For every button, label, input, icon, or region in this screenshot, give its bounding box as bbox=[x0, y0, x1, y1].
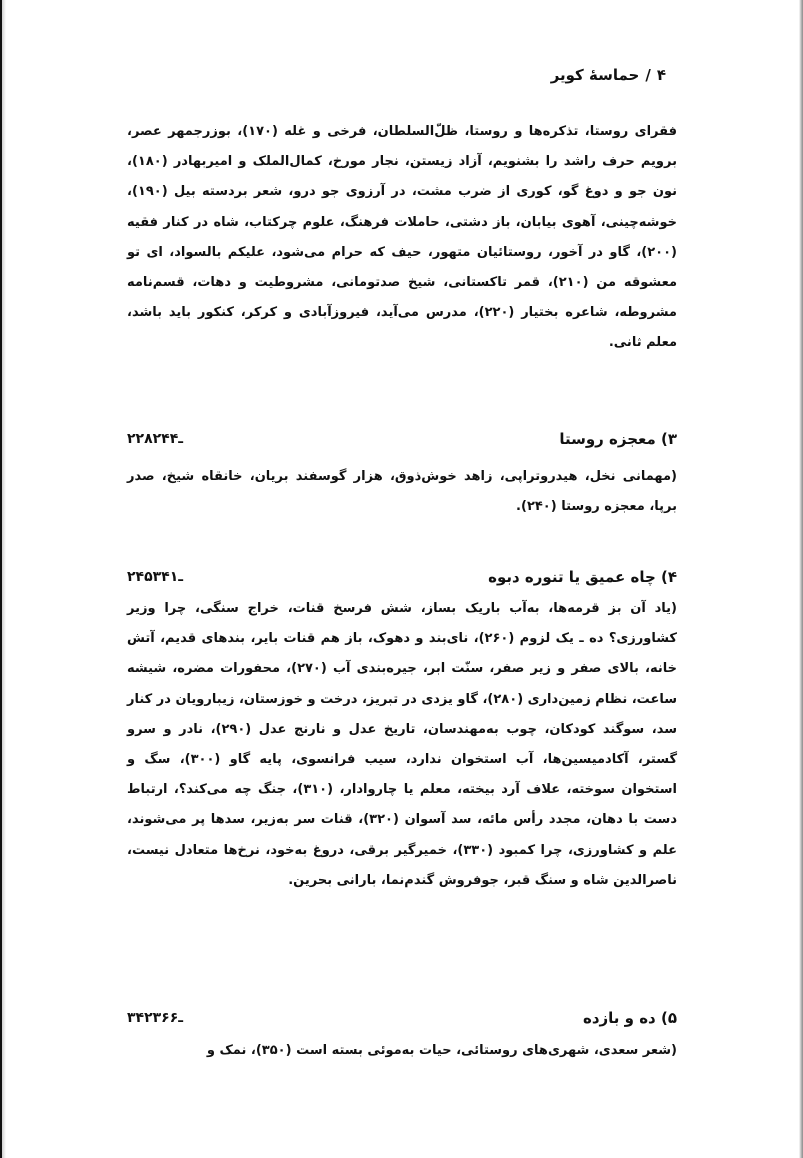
running-header bbox=[551, 60, 666, 90]
section-heading-4 bbox=[127, 562, 677, 592]
page-number: ۴ bbox=[656, 66, 666, 84]
section-heading-3 bbox=[127, 424, 677, 454]
page-right-edge bbox=[799, 0, 803, 1158]
section-body: (مهمانی نخل، هیدروتراپی، زاهد خوش‌ذوق، هزار گوسفند بریان، خانقاه شیخ، صدر برپا، معجزه روستا (۲۴۰). bbox=[127, 469, 677, 515]
section-page-range: ۲۲۸ـ۲۴۴ bbox=[127, 431, 184, 447]
section-page-range: ۳۴۲ـ۳۶۶ bbox=[127, 1010, 184, 1026]
page-left-edge bbox=[0, 0, 6, 1158]
book-title: حماسهٔ کویر bbox=[550, 66, 640, 84]
section-title: ۴) چاه عمیق یا تنوره دبوه bbox=[488, 568, 677, 586]
header-separator: / bbox=[645, 66, 651, 84]
section-body: (شعر سعدی، شهری‌های روستائی، حیات به‌موئی بسته است (۳۵۰)، نمک و bbox=[206, 1043, 677, 1058]
section-body: (یاد آن بز قرمه‌ها، به‌آب باریک بساز، شش فرسخ قنات، خراج سنگی، چرا وزیر کشاورزی؟ ده ـ یک لزوم (۲۶۰)، نای‌بند و دهوک، باز هم قنات بایر، بندهای قدیم، آتش خانه، بالای صفر و زیر صفر، سنّت ابر، جیره‌بندی آب (۲۷۰)، محفورات مضره، شیشه ساعت، نظام زمین‌داری (۲۸۰)، گاو یزدی در تبریز، درخت و خوزستان، زیبارویان در کنار سد، سوگند کودکان، چوب به‌مهندسان، تاریخ عدل و نارنج عدل (۲۹۰)، نادر و سرو گستر، آکادمیسین‌ها، آب استخوان ندارد، سیب فرانسوی، پایه گاو (۳۰۰)، سگ و استخوان سوخته، علاف آرد بیخته، معلم یا چاروادار، (۳۱۰)، جنگ چه می‌کند؟، ارتباط دست با دهان، مجدد رأس مائه، سد آسوان (۳۲۰)، قنات سر به‌زیر، سدها پر می‌شوند، علم و کشاورزی، چرا کمبود (۳۳۰)، خمیرگیر برقی، دروغ به‌خود، نرخ‌ها متعادل نیست، ناصرالدین شاه و سنگ قبر، جوفروش گندم‌نما، بارانی بحرین. bbox=[127, 601, 678, 888]
section-title: ۵) ده و بازده bbox=[582, 1009, 677, 1027]
intro-paragraph: فقرای روستا، تذکره‌ها و روستا، ظلّ‌السلطان، فرخی و غله (۱۷۰)، بوزرجمهر عصر، برویم حرف راشد را بشنویم، آزاد زیستن، نجار مورخ، کمال‌الملک و امیربهادر (۱۸۰)، نون جو و دوغ گو، کوری از ضرب مشت، در آرزوی جو درو، شعر بردسته بیل (۱۹۰)، خوشه‌چینی، آهوی بیابان، باز دشتی، حاملات فرهنگ، علوم چرکتاب، شاه در کنار فقیه (۲۰۰)، گاو در آخور، روستائیان متهور، حیف که حرام می‌شود، علیکم بالسواد، ای تو معشوقه من (۲۱۰)، قمر تاکستانی، شیخ صدتومانی، مشروطیت و دهات، قسم‌نامه مشروطه، شاعره بختیار (۲۲۰)، مدرس می‌آید، فیروزآبادی و کرکر، کنکور باید باشد، معلم ثانی. bbox=[127, 124, 677, 351]
section-page-range: ۲۴۵ـ۳۴۱ bbox=[127, 569, 184, 585]
section-title: ۳) معجزه روستا bbox=[559, 430, 677, 448]
section-heading-5 bbox=[127, 1003, 677, 1033]
